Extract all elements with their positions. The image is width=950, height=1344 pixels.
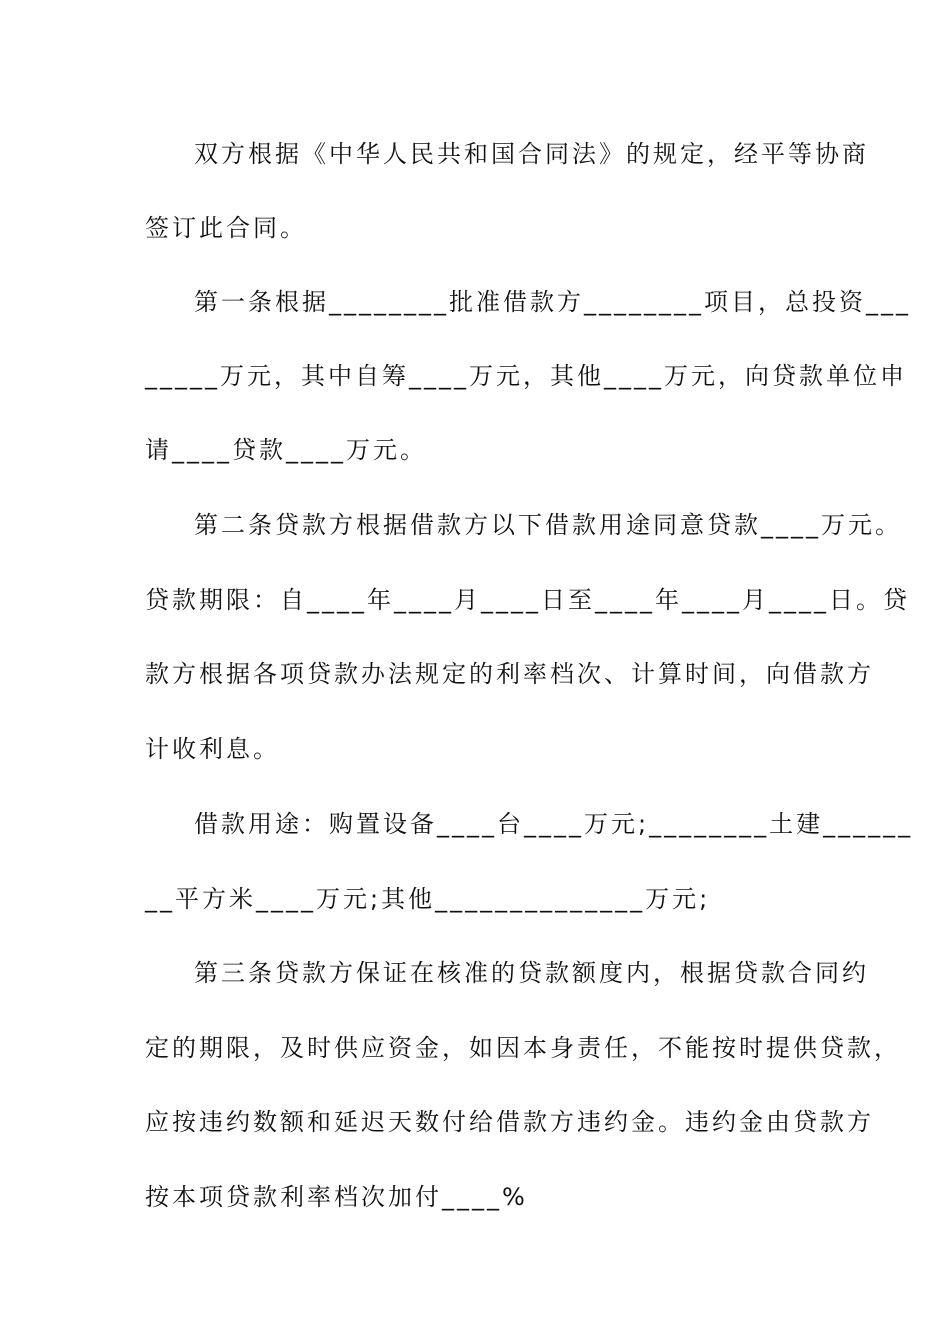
article-3-line-2: 定的期限，及时供应资金，如因本身责任，不能按时提供贷款， [145, 1034, 901, 1062]
loan-purpose-line-2: __平方米____万元;其他______________万元; [145, 885, 711, 913]
article-3-line-4: 按本项贷款利率档次加付____% [145, 1183, 528, 1211]
loan-purpose-line-1: 借款用途：购置设备____台____万元;________土建______ [194, 810, 914, 838]
article-3-line-3: 应按违约数额和延迟天数付给借款方违约金。违约金由贷款方 [145, 1108, 874, 1136]
article-2-line-1: 第二条贷款方根据借款方以下借款用途同意贷款____万元。 [194, 511, 902, 539]
article-1-line-3: 请____贷款____万元。 [145, 436, 427, 464]
article-1-line-2: _____万元，其中自筹____万元，其他____万元，向贷款单位申 [145, 362, 907, 390]
article-2-line-2: 贷款期限：自____年____月____日至____年____月____日。贷 [145, 586, 910, 614]
article-3-line-1: 第三条贷款方保证在核准的贷款额度内，根据贷款合同约 [194, 959, 869, 987]
paragraph-1-line-2: 签订此合同。 [145, 214, 307, 242]
article-2-line-3: 款方根据各项贷款办法规定的利率档次、计算时间，向借款方 [145, 660, 874, 688]
article-2-line-4: 计收利息。 [145, 735, 280, 763]
paragraph-1-line-1: 双方根据《中华人民共和国合同法》的规定，经平等协商 [194, 140, 869, 168]
article-1-line-1: 第一条根据________批准借款方________项目，总投资___ [194, 288, 911, 316]
